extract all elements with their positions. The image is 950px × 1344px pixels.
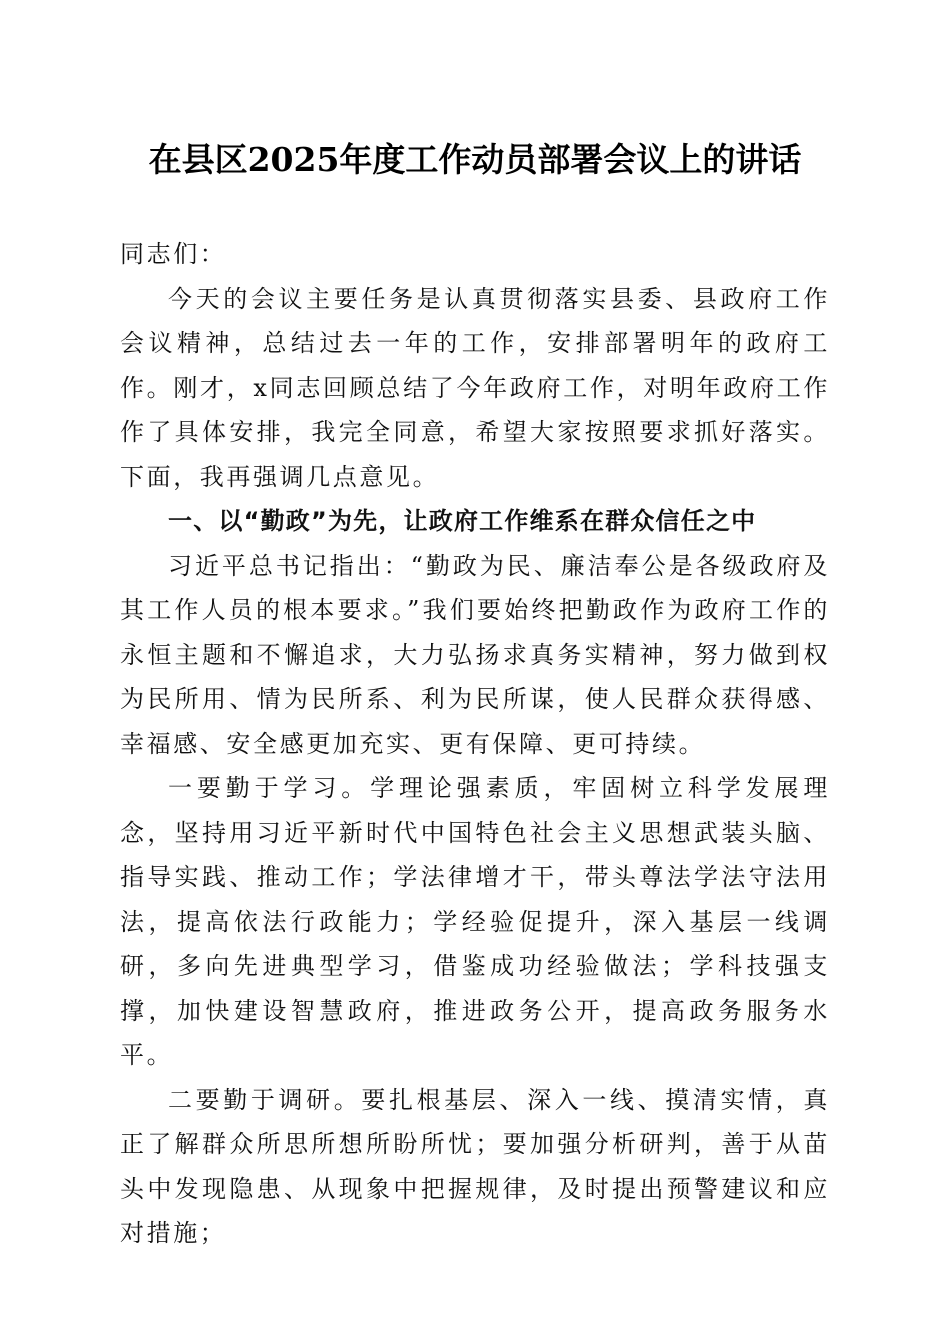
- section-paragraph-study: 一要勤于学习。学理论强素质，牢固树立科学发展理念，坚持用习近平新时代中国特色社会主义思想武装头脑、指导实践、推动工作；学法律增才干，带头尊法学法守法用法，提高依法行政能力；学经验促提升，深入基层一线调研，多向先进典型学习，借鉴成功经验做法；学科技强支撑，加快建设智慧政府，推进政务公开，提高政务服务水平。: [120, 774, 830, 1069]
- section-paragraph-quote: 习近平总书记指出：“勤政为民、廉洁奉公是各级政府及其工作人员的根本要求。”我们要始终把勤政作为政府工作的永恒主题和不懈追求，大力弘扬求真务实精神，努力做到权为民所用、情为民所系、利为民所谋，使人民群众获得感、幸福感、安全感更加充实、更有保障、更可持续。: [120, 551, 830, 758]
- salutation: 同志们：: [120, 240, 227, 268]
- document-body: [120, 232, 830, 1256]
- section-heading: 一、以“勤政”为先，让政府工作维系在群众信任之中: [168, 507, 757, 535]
- document-title: 在县区2025年度工作动员部署会议上的讲话: [148, 140, 802, 179]
- intro-paragraph: 今天的会议主要任务是认真贯彻落实县委、县政府工作会议精神，总结过去一年的工作，安排部署明年的政府工作。刚才，x同志回顾总结了今年政府工作，对明年政府工作作了具体安排，我完全同意，希望大家按照要求抓好落实。下面，我再强调几点意见。: [120, 284, 830, 491]
- section-paragraph-research: 二要勤于调研。要扎根基层、深入一线、摸清实情，真正了解群众所思所想所盼所忧；要加强分析研判，善于从苗头中发现隐患、从现象中把握规律，及时提出预警建议和应对措施；: [120, 1085, 830, 1247]
